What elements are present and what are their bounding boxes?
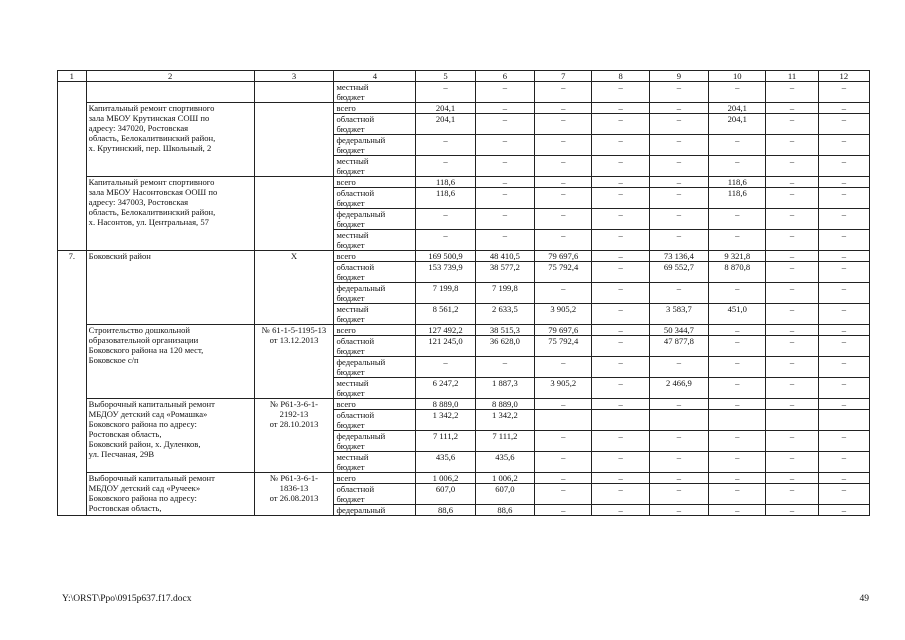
funding-source: всего	[334, 177, 416, 188]
amount-cell: 79 697,6	[535, 325, 592, 336]
amount-cell: –	[818, 103, 869, 114]
amount-cell: –	[709, 431, 766, 452]
budget-table-container	[57, 70, 870, 516]
table-row	[58, 103, 870, 114]
amount-cell: 451,0	[709, 304, 766, 325]
funding-source: местный бюджет	[334, 156, 416, 177]
amount-cell: –	[649, 484, 708, 505]
amount-cell: –	[416, 82, 475, 103]
amount-cell: –	[535, 209, 592, 230]
amount-cell	[766, 410, 818, 431]
amount-cell: –	[766, 262, 818, 283]
amount-cell: –	[592, 209, 649, 230]
amount-cell: –	[592, 177, 649, 188]
amount-cell: –	[709, 230, 766, 251]
amount-cell: 2 466,9	[649, 378, 708, 399]
amount-cell: 8 561,2	[416, 304, 475, 325]
funding-source: всего	[334, 473, 416, 484]
amount-cell: 118,6	[416, 188, 475, 209]
table-row	[58, 473, 870, 484]
amount-cell: –	[709, 135, 766, 156]
amount-cell: –	[818, 378, 869, 399]
amount-cell: 9 321,8	[709, 251, 766, 262]
funding-source: областной бюджет	[334, 410, 416, 431]
amount-cell: –	[592, 114, 649, 135]
amount-cell: 204,1	[709, 103, 766, 114]
amount-cell: –	[592, 484, 649, 505]
amount-cell: –	[535, 82, 592, 103]
amount-cell: –	[818, 484, 869, 505]
amount-cell: –	[649, 357, 708, 378]
amount-cell: –	[709, 325, 766, 336]
amount-cell: –	[709, 156, 766, 177]
amount-cell: –	[535, 156, 592, 177]
amount-cell: –	[535, 177, 592, 188]
amount-cell: –	[766, 251, 818, 262]
amount-cell: –	[475, 156, 534, 177]
amount-cell: 6 247,2	[416, 378, 475, 399]
amount-cell: –	[592, 304, 649, 325]
column-number: 4	[334, 71, 416, 82]
funding-source: областной бюджет	[334, 188, 416, 209]
amount-cell: –	[818, 325, 869, 336]
amount-cell: 435,6	[416, 452, 475, 473]
amount-cell: –	[592, 336, 649, 357]
amount-cell: –	[818, 251, 869, 262]
amount-cell: –	[592, 103, 649, 114]
amount-cell: 7 199,8	[475, 283, 534, 304]
amount-cell: –	[592, 82, 649, 103]
amount-cell: 2 633,5	[475, 304, 534, 325]
amount-cell: 607,0	[416, 484, 475, 505]
amount-cell: –	[535, 135, 592, 156]
column-number: 6	[475, 71, 534, 82]
amount-cell: –	[649, 473, 708, 484]
column-number: 3	[254, 71, 334, 82]
amount-cell	[535, 410, 592, 431]
amount-cell: –	[649, 230, 708, 251]
amount-cell: –	[592, 188, 649, 209]
amount-cell: –	[709, 357, 766, 378]
amount-cell: –	[475, 103, 534, 114]
document-reference: № Р61-3-6-1- 2192-13 от 28.10.2013	[254, 399, 334, 473]
amount-cell: 127 492,2	[416, 325, 475, 336]
amount-cell: –	[818, 230, 869, 251]
object-name: Выборочный капитальный ремонт МБДОУ детский сад «Ручеек» Боковского района по адресу: Ростовская область,	[86, 473, 254, 516]
amount-cell: –	[766, 135, 818, 156]
object-name: Капитальный ремонт спортивного зала МБОУ Крутинская СОШ по адресу: 347020, Ростовская область, Белокалитвинский район, х. Крутинский, пер. Школьный, 2	[86, 103, 254, 177]
amount-cell: 1 887,3	[475, 378, 534, 399]
amount-cell: –	[592, 230, 649, 251]
amount-cell: 38 577,2	[475, 262, 534, 283]
amount-cell: 118,6	[709, 188, 766, 209]
amount-cell: –	[766, 82, 818, 103]
amount-cell: 3 905,2	[535, 378, 592, 399]
amount-cell: –	[592, 325, 649, 336]
amount-cell: –	[709, 82, 766, 103]
amount-cell: –	[766, 177, 818, 188]
amount-cell: 3 905,2	[535, 304, 592, 325]
amount-cell: –	[818, 262, 869, 283]
amount-cell: –	[709, 505, 766, 516]
amount-cell: –	[649, 188, 708, 209]
amount-cell: –	[475, 209, 534, 230]
amount-cell: –	[766, 230, 818, 251]
funding-source: федеральный	[334, 505, 416, 516]
amount-cell: 73 136,4	[649, 251, 708, 262]
amount-cell: 1 006,2	[416, 473, 475, 484]
amount-cell: –	[709, 399, 766, 410]
page-number: 49	[859, 594, 869, 604]
amount-cell: 204,1	[416, 103, 475, 114]
amount-cell: –	[649, 209, 708, 230]
amount-cell: –	[766, 103, 818, 114]
amount-cell: –	[535, 283, 592, 304]
amount-cell: –	[709, 473, 766, 484]
amount-cell: –	[709, 336, 766, 357]
amount-cell: –	[766, 357, 818, 378]
amount-cell: 118,6	[416, 177, 475, 188]
amount-cell: –	[818, 135, 869, 156]
column-number-row	[58, 71, 870, 82]
amount-cell: –	[818, 209, 869, 230]
amount-cell: –	[535, 103, 592, 114]
amount-cell: –	[709, 209, 766, 230]
funding-source: местный бюджет	[334, 452, 416, 473]
document-reference	[254, 103, 334, 177]
column-number: 5	[416, 71, 475, 82]
amount-cell: 88,6	[416, 505, 475, 516]
funding-source: всего	[334, 399, 416, 410]
amount-cell: –	[818, 473, 869, 484]
amount-cell: –	[649, 431, 708, 452]
amount-cell: –	[592, 431, 649, 452]
column-number: 1	[58, 71, 87, 82]
column-number: 11	[766, 71, 818, 82]
table-row	[58, 177, 870, 188]
column-number: 8	[592, 71, 649, 82]
amount-cell: –	[649, 156, 708, 177]
amount-cell: –	[592, 357, 649, 378]
amount-cell: –	[649, 177, 708, 188]
amount-cell: –	[649, 114, 708, 135]
amount-cell: –	[818, 283, 869, 304]
amount-cell: –	[475, 135, 534, 156]
amount-cell: –	[766, 378, 818, 399]
amount-cell: –	[818, 114, 869, 135]
amount-cell: –	[535, 473, 592, 484]
amount-cell: –	[592, 135, 649, 156]
amount-cell: –	[416, 230, 475, 251]
funding-source: федеральный бюджет	[334, 135, 416, 156]
amount-cell: 79 697,6	[535, 251, 592, 262]
amount-cell: –	[475, 230, 534, 251]
object-name: Боковский район	[86, 251, 254, 325]
amount-cell	[649, 410, 708, 431]
funding-source: местный бюджет	[334, 378, 416, 399]
funding-source: федеральный бюджет	[334, 283, 416, 304]
amount-cell: –	[818, 452, 869, 473]
amount-cell: –	[709, 484, 766, 505]
amount-cell	[709, 410, 766, 431]
amount-cell: –	[818, 82, 869, 103]
amount-cell: –	[766, 209, 818, 230]
funding-source: областной бюджет	[334, 484, 416, 505]
amount-cell: –	[818, 304, 869, 325]
amount-cell: –	[709, 283, 766, 304]
amount-cell: –	[535, 230, 592, 251]
amount-cell: 36 628,0	[475, 336, 534, 357]
funding-source: областной бюджет	[334, 336, 416, 357]
funding-source: всего	[334, 251, 416, 262]
amount-cell: –	[535, 188, 592, 209]
amount-cell: –	[649, 135, 708, 156]
amount-cell: 7 111,2	[416, 431, 475, 452]
amount-cell: –	[766, 188, 818, 209]
column-number: 7	[535, 71, 592, 82]
amount-cell: –	[649, 399, 708, 410]
amount-cell: –	[818, 177, 869, 188]
amount-cell: 153 739,9	[416, 262, 475, 283]
amount-cell: –	[649, 505, 708, 516]
file-path: Y:\ORST\Ppo\0915p637.f17.docx	[62, 594, 192, 604]
amount-cell: –	[416, 209, 475, 230]
amount-cell: 3 583,7	[649, 304, 708, 325]
column-number: 9	[649, 71, 708, 82]
amount-cell: 69 552,7	[649, 262, 708, 283]
column-number: 2	[86, 71, 254, 82]
funding-source: федеральный бюджет	[334, 209, 416, 230]
amount-cell: –	[535, 431, 592, 452]
amount-cell: –	[766, 283, 818, 304]
object-name	[86, 82, 254, 103]
amount-cell: –	[766, 399, 818, 410]
amount-cell: 75 792,4	[535, 262, 592, 283]
item-number: 7.	[58, 251, 87, 516]
amount-cell: –	[818, 431, 869, 452]
amount-cell: –	[766, 156, 818, 177]
amount-cell: –	[649, 452, 708, 473]
amount-cell: 8 889,0	[475, 399, 534, 410]
amount-cell: –	[766, 114, 818, 135]
amount-cell: 1 006,2	[475, 473, 534, 484]
amount-cell: –	[535, 452, 592, 473]
amount-cell	[592, 410, 649, 431]
table-row	[58, 251, 870, 262]
amount-cell: –	[766, 473, 818, 484]
amount-cell: –	[592, 452, 649, 473]
amount-cell: 47 877,8	[649, 336, 708, 357]
amount-cell: –	[818, 505, 869, 516]
amount-cell: –	[592, 156, 649, 177]
amount-cell: –	[416, 357, 475, 378]
amount-cell: –	[818, 188, 869, 209]
funding-source: областной бюджет	[334, 262, 416, 283]
amount-cell: –	[475, 357, 534, 378]
table-row	[58, 399, 870, 410]
amount-cell: –	[592, 505, 649, 516]
amount-cell: –	[535, 505, 592, 516]
amount-cell: 1 342,2	[475, 410, 534, 431]
amount-cell: –	[766, 336, 818, 357]
item-number	[58, 82, 87, 251]
amount-cell: 8 889,0	[416, 399, 475, 410]
amount-cell: 7 199,8	[416, 283, 475, 304]
funding-source: всего	[334, 103, 416, 114]
amount-cell: 435,6	[475, 452, 534, 473]
document-reference: № Р61-3-6-1- 1836-13 от 26.08.2013	[254, 473, 334, 516]
amount-cell: 204,1	[416, 114, 475, 135]
amount-cell: 121 245,0	[416, 336, 475, 357]
column-number: 12	[818, 71, 869, 82]
amount-cell: –	[592, 283, 649, 304]
amount-cell: –	[766, 325, 818, 336]
amount-cell: –	[766, 452, 818, 473]
amount-cell: –	[592, 473, 649, 484]
amount-cell: –	[592, 251, 649, 262]
amount-cell: –	[535, 357, 592, 378]
amount-cell: 7 111,2	[475, 431, 534, 452]
funding-source: местный бюджет	[334, 82, 416, 103]
column-number: 10	[709, 71, 766, 82]
funding-source: местный бюджет	[334, 304, 416, 325]
amount-cell: 204,1	[709, 114, 766, 135]
funding-source: местный бюджет	[334, 230, 416, 251]
amount-cell: –	[416, 135, 475, 156]
amount-cell: –	[475, 82, 534, 103]
amount-cell: 38 515,3	[475, 325, 534, 336]
object-name: Строительство дошкольной образовательной организации Боковского района на 120 мест, Боковское с/п	[86, 325, 254, 399]
amount-cell: –	[818, 156, 869, 177]
amount-cell: –	[709, 452, 766, 473]
amount-cell: –	[535, 484, 592, 505]
amount-cell: –	[709, 378, 766, 399]
object-name: Капитальный ремонт спортивного зала МБОУ Насонтовская ООШ по адресу: 347003, Ростовская область, Белокалитвинский район, х. Насонтов, ул. Центральная, 57	[86, 177, 254, 251]
funding-source: областной бюджет	[334, 114, 416, 135]
amount-cell: –	[818, 399, 869, 410]
amount-cell: –	[475, 177, 534, 188]
amount-cell: 8 870,8	[709, 262, 766, 283]
amount-cell	[818, 410, 869, 431]
table-body	[58, 71, 870, 516]
amount-cell: 48 410,5	[475, 251, 534, 262]
amount-cell: –	[649, 283, 708, 304]
amount-cell: 118,6	[709, 177, 766, 188]
amount-cell: 607,0	[475, 484, 534, 505]
amount-cell: –	[592, 262, 649, 283]
table-row	[58, 325, 870, 336]
amount-cell: –	[416, 156, 475, 177]
budget-table	[57, 70, 870, 516]
amount-cell: 169 500,9	[416, 251, 475, 262]
amount-cell: –	[766, 505, 818, 516]
document-reference: № 61-1-5-1195-13 от 13.12.2013	[254, 325, 334, 399]
amount-cell: –	[818, 357, 869, 378]
amount-cell: 88,6	[475, 505, 534, 516]
amount-cell: 50 344,7	[649, 325, 708, 336]
amount-cell: –	[475, 114, 534, 135]
amount-cell: –	[766, 431, 818, 452]
amount-cell: –	[766, 304, 818, 325]
amount-cell: –	[818, 336, 869, 357]
funding-source: всего	[334, 325, 416, 336]
amount-cell: –	[592, 399, 649, 410]
document-reference	[254, 82, 334, 103]
funding-source: федеральный бюджет	[334, 431, 416, 452]
document-reference: Х	[254, 251, 334, 325]
amount-cell: –	[475, 188, 534, 209]
object-name: Выборочный капитальный ремонт МБДОУ детский сад «Ромашка» Боковского района по адресу: Ростовская область, Боковский район, х. Дуленков, ул. Песчаная, 29В	[86, 399, 254, 473]
amount-cell: –	[535, 399, 592, 410]
funding-source: федеральный бюджет	[334, 357, 416, 378]
amount-cell: –	[649, 103, 708, 114]
amount-cell: –	[592, 378, 649, 399]
amount-cell: 1 342,2	[416, 410, 475, 431]
amount-cell: –	[649, 82, 708, 103]
amount-cell: –	[535, 114, 592, 135]
document-reference	[254, 177, 334, 251]
amount-cell: 75 792,4	[535, 336, 592, 357]
amount-cell: –	[766, 484, 818, 505]
table-row	[58, 82, 870, 103]
